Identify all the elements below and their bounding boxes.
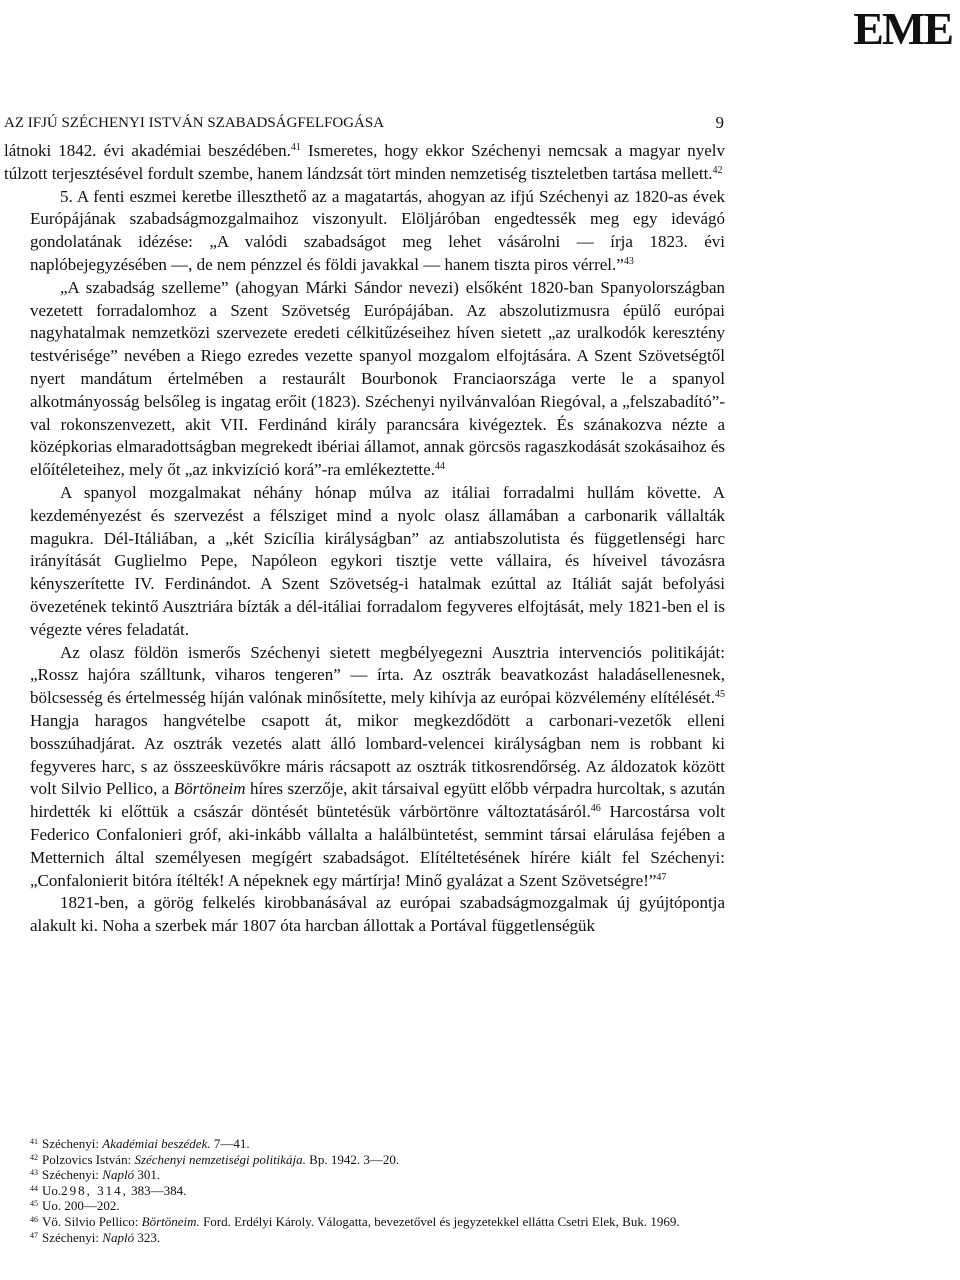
footnote-number: 47 xyxy=(30,1230,38,1240)
footnote-italic: Széchenyi nemzetiségi politikája. xyxy=(134,1151,306,1167)
footnote-46 xyxy=(30,1214,725,1230)
footnote-47 xyxy=(30,1230,725,1246)
paragraph-5 xyxy=(30,642,725,893)
footnote-number: 42 xyxy=(30,1152,38,1162)
footnote-number: 46 xyxy=(30,1214,38,1224)
footnote-ref-41: 41 xyxy=(290,142,301,153)
running-title: AZ IFJÚ SZÉCHENYI ISTVÁN SZABADSÁGFELFOGÁSA xyxy=(4,115,385,131)
book-title-italic: Börtöneim xyxy=(173,779,246,799)
footnote-text: 323. xyxy=(134,1229,161,1245)
footnote-text: Bp. 1942. 3—20. xyxy=(305,1151,400,1167)
paragraph-4: A spanyol mozgalmakat néhány hónap múlva az itáliai forradalmi hullám követte. A kezdeményezést és szervezést a félsziget mind a nyolc olasz államában a carbonarik vállalták magukra. Dél-Itáliában, a „két Szicília királyságban” az antiabszolutista és függetlenségi harc irányítását Guglielmo Pepe, Napóleon egykori tisztje vette vállaira, és híveivel távozásra kényszerítette IV. Ferdinándot. A Szent Szövetség-i hatalmak ezúttal az Itáliát saját befolyási övezetének tekintő Ausztriára bízták a dél-itáliai forradalom fegyveres elfojtását, mely 1821-ben el is végezte véres feladatát. xyxy=(30,482,725,639)
footnote-spaced-text: 298, 314, xyxy=(61,1182,128,1198)
page-number: 9 xyxy=(715,113,724,132)
footnote-ref-45: 45 xyxy=(715,689,725,701)
footnote-text: 7—41. xyxy=(210,1136,250,1151)
running-head xyxy=(4,113,724,133)
footnote-text: Széchenyi: xyxy=(42,1229,103,1245)
footnote-ref-42: 42 xyxy=(712,164,723,176)
footnote-ref-47: 47 xyxy=(656,871,667,883)
footnote-number: 41 xyxy=(30,1137,38,1146)
footnote-text: Ford. Erdélyi Károly. Válogatta, bevezetővel és jegyzetekkel ellátta Csetri Elek, Buk. 1969. xyxy=(199,1213,680,1229)
footnote-ref-44: 44 xyxy=(434,461,445,473)
footnote-number: 44 xyxy=(30,1183,38,1193)
footnote-text: Széchenyi: xyxy=(42,1136,103,1151)
footnote-text: Polzovics István: xyxy=(42,1151,135,1167)
p5-text-a: Az olasz földön ismerős Széchenyi sietett megbélyegezni Ausztria intervenciós politikáját: „Rossz hajóra szálltunk, viharos tengeren” — írta. Az osztrák beavatkozást haladásellenesnek, bölcsesség és értelmesség híján valónak minősítette, mely kihívja az európai közvélemény elítélését. xyxy=(30,642,725,708)
footnote-text: Vö. Silvio Pellico: xyxy=(42,1213,142,1229)
footnote-43 xyxy=(30,1167,725,1183)
p3-text: „A szabadság szelleme” (ahogyan Márki Sándor nevezi) elsőként 1820-ban Spanyolországban vezetett forradalomhoz a Szent Szövetség Európájában. Az abszolutizmusra épülő európai nagyhatalmak nemzetközi szervezete eredeti célkitűzéseihez híven sietett „az uralkodók keresztény testvérisége” nevében a Riego ezredes vezette spanyol mozgalom elfojtására. A Szent Szövetségtől nyert mandátum értelmében a restaurált Bourbonok Franciaországa verte le a spanyol alkotmányosság belsőleg is ingatag erőit (1823). Széchenyi nyilvánvalóan Riegóval, a „felszabadító”-val rokonszenvezett, akit VII. Ferdinánd király parancsára kivégeztek. És szánakozva nézte a középkorias elmaradottságban megrekedt ibériai államot, annak görcsös ragaszkodását szokásaihoz és előítéleteihez, mely őt „az inkvizíció korá”-ra emlékeztette. xyxy=(30,277,725,480)
footnote-text: Széchenyi: xyxy=(42,1167,103,1183)
footnote-italic: Börtöneim. xyxy=(141,1213,200,1229)
p1-text-a: látnoki 1842. évi akadémiai beszédében. xyxy=(4,141,291,160)
main-text xyxy=(4,140,726,938)
footnote-number: 43 xyxy=(30,1168,38,1178)
footnotes xyxy=(30,1136,725,1245)
footnote-text: Uo. xyxy=(42,1182,62,1198)
footnote-44 xyxy=(30,1183,725,1199)
footnote-ref-43: 43 xyxy=(623,255,634,267)
p5-text-d: Harcostársa volt Federico Confalonieri gróf, aki-inkább vállalta a halálbüntetést, semmint társai elárulása fejében a Metternich által személyesen megígért szabadságot. Elítéltetésének hírére kiált fel Széchenyi: „Confalonierit bitóra ítélték! A népeknek egy mártírja! Minő gyalázat a Szent Szövetségre!” xyxy=(30,802,726,890)
p5-text-c: híres szerzője, akit társaival együtt előbb vérpadra hurcoltak, s azután hirdették ki előttük a császár döntését büntetésük várbörtönre változtatásáról. xyxy=(30,779,725,822)
p1-text-b: Ismeretes, hogy ekkor Széchenyi nemcsak a magyar nyelv túlzott terjesztésével fordult szembe, hanem lándzsát tört minden nemzetiség tiszteletben tartása mellett. xyxy=(4,141,726,183)
footnote-italic: Napló xyxy=(102,1229,135,1245)
paragraph-1 xyxy=(4,140,725,186)
footnote-42 xyxy=(30,1152,725,1168)
footnote-number: 45 xyxy=(30,1199,38,1209)
footnote-italic: Akadémiai beszédek. xyxy=(102,1136,211,1151)
footnote-41 xyxy=(30,1136,725,1152)
footnote-text: 383—384. xyxy=(127,1182,187,1198)
paragraph-2 xyxy=(30,186,725,277)
paragraph-6: 1821-ben, a görög felkelés kirobbanásával az európai szabadságmozgalmak új gyújtópontja alakult ki. Noha a szerbek már 1807 óta harcban állottak a Portával függetlenségük xyxy=(30,893,725,936)
footnote-45 xyxy=(30,1198,725,1214)
p5-text-b: Hangja haragos hangvételbe csapott át, mikor megkezdődött a carbonari-vezetők elleni bosszúhadjárat. Az osztrák vezetés alatt álló lombard-velencei királyságban nem is robbant ki fegyveres harc, s az összeesküvőkre máris rácsapott az osztrák titkosrendőrség. Az áldozatok között volt Silvio Pellico, a xyxy=(30,710,725,799)
footnote-text: 301. xyxy=(134,1167,161,1183)
footnote-ref-46: 46 xyxy=(590,803,601,815)
publisher-logo: EME xyxy=(853,3,952,54)
footnote-italic: Napló xyxy=(102,1167,135,1183)
footnote-text: Uo. 200—202. xyxy=(42,1198,120,1214)
paragraph-3 xyxy=(30,277,725,482)
p2-text: 5. A fenti eszmei keretbe illeszthető az a magatartás, ahogyan az ifjú Széchenyi az 1820-as évek Európájának szabadságmozgalmaihoz viszonyult. Elöljáróban engedtessék meg egy idevágó gondolatának idézése: „A valódi szabadságot meg lehet vásárolni — írja 1823. évi naplóbejegyzésében —, de nem pénzzel és földi javakkal — hanem tiszta piros vérrel.” xyxy=(30,186,725,274)
